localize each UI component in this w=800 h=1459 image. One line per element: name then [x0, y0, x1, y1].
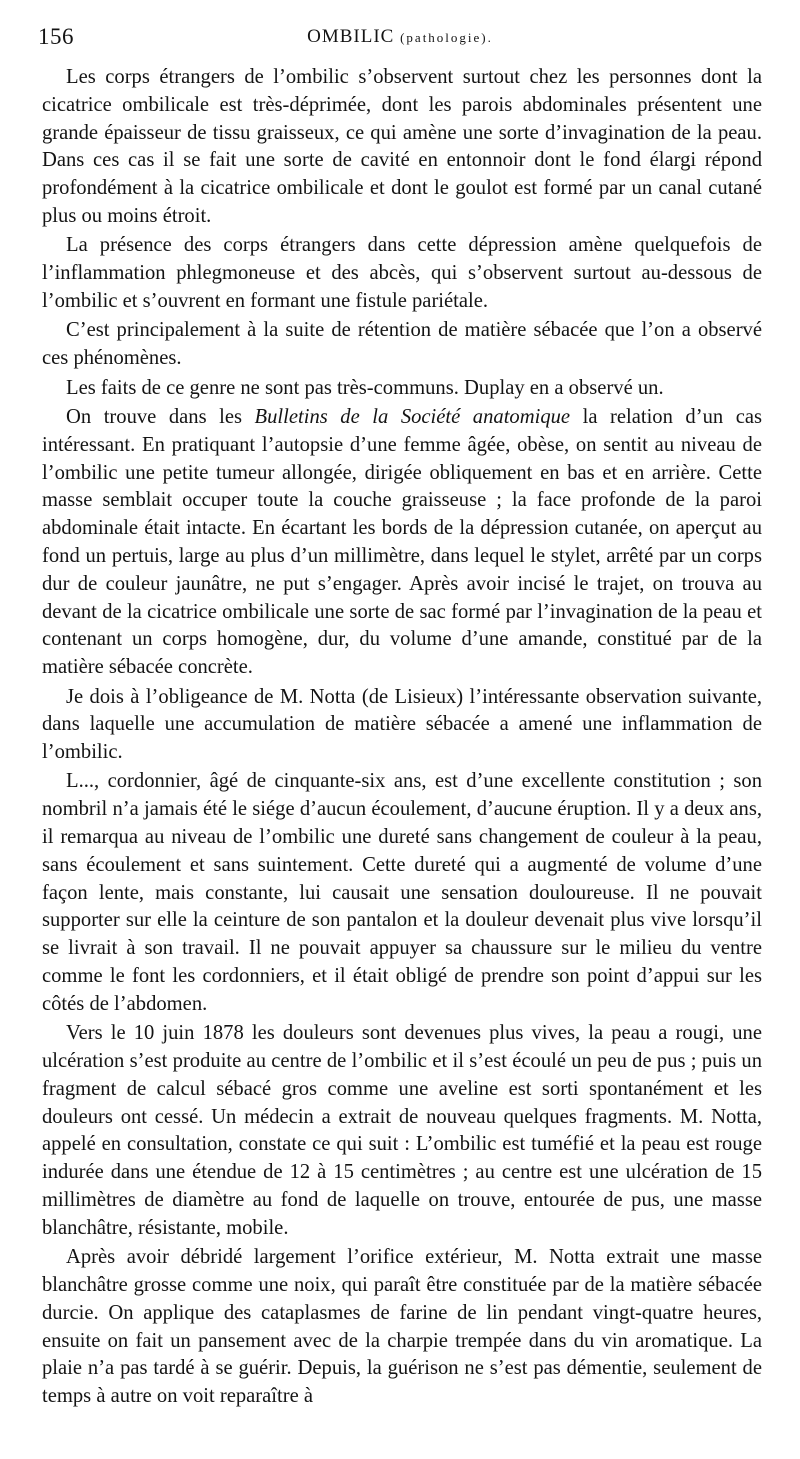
paragraph-rest: la relation d’un cas intéressant. En pratiquant l’autopsie d’une femme âgée, obèse, on sentit au niveau de l’ombilic une petite tumeur allongée, dirigée obliquement en bas et en arrière. Cette masse semblait occuper toute la couche graisseuse ; la face profonde de la paroi abdominale était intacte. En écartant les bords de la dépression cutanée, on aperçut au fond un pertuis, large au plus d’un millimètre, dans lequel le stylet, arrêté par un corps dur de couleur jaunâtre, ne put s’engager. Après avoir incisé le trajet, on trouva au devant de la cicatrice ombilicale une sorte de sac formé par l’invagination de la peau et contenant un corps homogène, dur, du volume d’une amande, constitué par de la matière sébacée concrète. — [42, 405, 763, 679]
paragraph: La présence des corps étrangers dans cette dépression amène quelquefois de l’inflammation phlegmoneuse et des abcès, qui s’observent surtout au-dessous de l’ombilic et s’ouvrent en formant une fistule pariétale. — [42, 234, 762, 312]
journal-title: Bulletins de la Société anatomique — [254, 405, 571, 428]
paragraph: Après avoir débridé largement l’orifice extérieur, M. Notta extrait une masse blanchâtre grosse comme une noix, qui paraît être constituée par de la matière sébacée durcie. On applique des cataplasmes de farine de lin pendant vingt-quatre heures, ensuite on fait un pansement avec de la charpie trempée dans du vin aromatique. La plaie n’a pas tardé à se guérir. Depuis, la guérison ne s’est pas démentie, seulement de temps à autre on voit reparaître à — [42, 1246, 762, 1408]
body-text — [42, 64, 762, 1413]
page-number: 156 — [38, 24, 74, 49]
running-head-title: OMBILIC — [307, 26, 395, 47]
paragraph — [42, 404, 762, 682]
page-header — [38, 18, 762, 58]
running-head-subtitle: (pathologie). — [400, 30, 493, 45]
paragraph: Les corps étrangers de l’ombilic s’observent surtout chez les personnes dont la cicatrice ombilicale est très-déprimée, dont les parois abdominales présentent une grande épaisseur de tissu graisseux, ce qui amène une sorte d’invagination de la peau. Dans ces cas il se fait une sorte de cavité en entonnoir dont le fond élargi répond profondément à la cicatrice ombilicale et dont le goulot est formé par un canal cutané plus ou moins étroit. — [42, 66, 762, 227]
paragraph: Les faits de ce genre ne sont pas très-communs. Duplay en a observé un. — [66, 376, 664, 399]
paragraph: Vers le 10 juin 1878 les douleurs sont devenues plus vives, la peau a rougi, une ulcération s’est produite au centre de l’ombilic et il s’est écoulé un peu de pus ; puis un fragment de calcul sébacé gros comme une aveline est sorti spontanément et les douleurs ont cessé. Un médecin a extrait de nouveau quelques fragments. M. Notta, appelé en consultation, constate ce qui suit : L’ombilic est tuméfié et la peau est rouge indurée dans une étendue de 12 à 15 centimètres ; au centre est une ulcération de 15 millimètres de diamètre au fond de laquelle on trouve, entourée de pus, une masse blanchâtre, résistante, mobile. — [42, 1022, 762, 1239]
paragraph: C’est principalement à la suite de rétention de matière sébacée que l’on a observé ces phénomènes. — [42, 319, 762, 370]
running-head — [38, 26, 762, 48]
paragraph: L..., cordonnier, âgé de cinquante-six ans, est d’une excellente constitution ; son nombril n’a jamais été le siége d’aucun écoulement, d’aucune éruption. Il y a deux ans, il remarqua au niveau de l’ombilic une dureté sans changement de couleur à la peau, sans écoulement et sans suintement. Cette dureté qui a augmenté de volume d’une façon lente, mais constante, lui causait une sensation douloureuse. Il ne pouvait supporter sur elle la ceinture de son pantalon et la douleur devenait plus vive lorsqu’il se livrait à son travail. Il ne pouvait appuyer sa chaussure sur le milieu du ventre comme le font les cordonniers, et il était obligé de prendre son point d’appui sur les côtés de l’abdomen. — [42, 770, 762, 1015]
paragraph: Je dois à l’obligeance de M. Notta (de Lisieux) l’intéressante observation suivante, dans laquelle une accumulation de matière sébacée a amené une inflammation de l’ombilic. — [42, 685, 762, 764]
paragraph-lead: On trouve dans les — [66, 405, 255, 428]
